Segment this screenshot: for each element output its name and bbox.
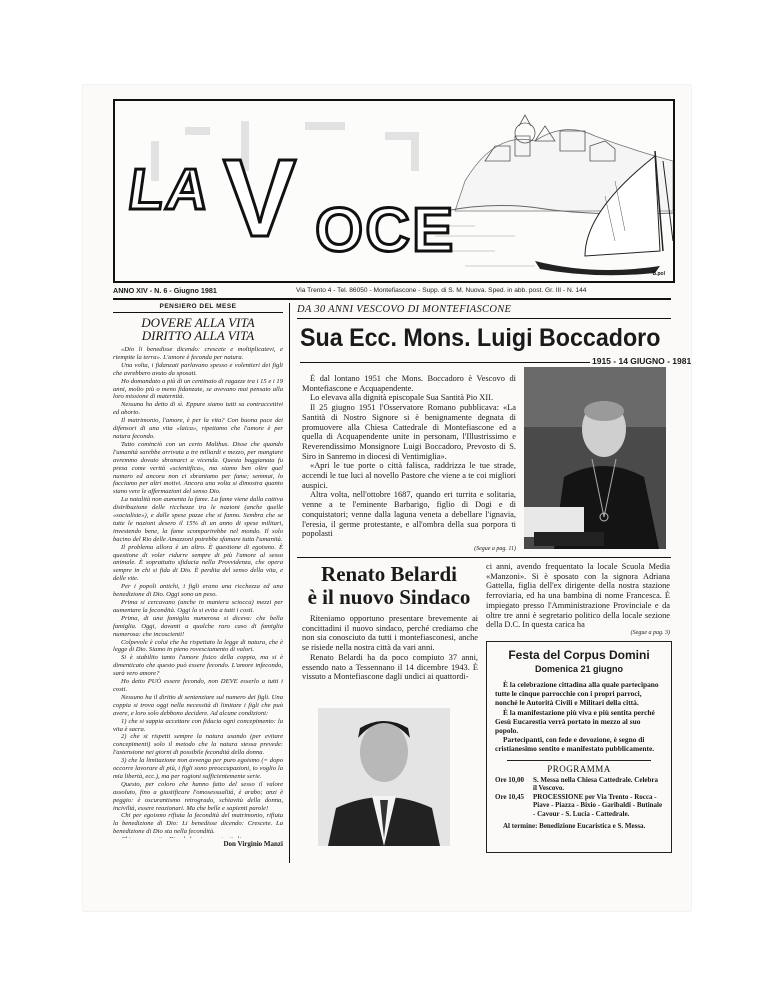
sindaco-headline: Renato Belardi è il nuovo Sindaco	[307, 562, 471, 609]
masthead-la: LA	[124, 157, 215, 222]
masthead-oce: OCE	[315, 196, 456, 265]
masthead	[113, 99, 675, 283]
programma-closing: Al termine: Benedizione Eucaristica e S. Messa.	[503, 821, 646, 830]
vescovo-kicker: DA 30 ANNI VESCOVO DI MONTEFIASCONE	[297, 304, 512, 315]
corpus-domini-box	[486, 641, 672, 853]
bishop-portrait	[524, 367, 666, 549]
corpus-body: È la celebrazione cittadina alla quale partecipano tutte le cinque parrocchie con i propri parroci, nonché le Autorità Civili e Militari della città. È la manifestazione più viva e più sentita perché Gesù Eucarestia verrà portato in mezzo al suo popolo. Partecipanti, con fede e devozione, è segno di cristianesimo sentito e manifestato pubblicamente.	[495, 680, 659, 754]
schedule-row: Ore 10,45 PROCESSIONE per Via Trento - Rocca - Piave - Piazza - Bixio - Garibaldi - Butinale - Cavour - S. Lucia - Cattedrale.	[495, 792, 663, 818]
vescovo-continue: (Segue a pag. 11)	[474, 546, 516, 552]
sindaco-continue: (Segue a pag. 3)	[630, 630, 670, 636]
programma-label: PROGRAMMA	[547, 763, 611, 774]
programma-schedule	[487, 774, 671, 831]
pensiero-author: Don Virginio Manzi	[223, 840, 283, 848]
header-rule	[113, 298, 671, 300]
vescovo-headline: Sua Ecc. Mons. Luigi Boccadoro	[300, 324, 661, 352]
corpus-title: Festa del Corpus Domini	[508, 648, 650, 662]
issue-info: ANNO XIV - N. 6 - Giugno 1981	[113, 286, 217, 295]
publisher-address: Via Trento 4 - Tel. 86050 - Montefiascone - Supp. di S. M. Nuova. Sped. in abb. post. Gr. III - N. 144	[296, 287, 587, 294]
masthead-signature: B.pol	[652, 271, 665, 277]
sindaco-body-col2: ci anni, avendo frequentato la locale Scuola Media «Manzoni». Si è sposato con la signora Adriana Gattella, figlia dell'ex dirigente della nostra stazione ferroviaria, ed ha una bambina di nome Francesca. È impiegato presso l'Amministrazione Provinciale e da oltre tre anni è segretario politico della locale sezione della D.C. In questa carica ha	[486, 562, 670, 630]
vescovo-body: È dal lontano 1951 che Mons. Boccadoro è Vescovo di Montefiascone e Acquapendente. Lo elevava alla dignità episcopale Sua Santità Pio XII. Il 25 giugno 1951 l'Osservatore Romano pubblicava: «La Santità di Nostro Signore si è benignamente degnata di promuovere alla Chiesa Cattedrale di Montefiascone ed a quella di Acquapendente unite in personam, l'Illustrissimo e Reverendissimo Monsignore Luigi Boccadoro, Prevosto di S. Siro in Sanremo in diocesi di Ventimiglia». «Apri le tue porte o città falisca, raddrizza le tue strade, accendi le tue luci al novello Pastore che viene a te coi migliori auspici. Altra volta, nell'ottobre 1687, quando eri turrita e solitaria, vennе a te l'eminente Barbarigo, figlio di Dogi e di conquistatori; venne dalla laguna veneta a debellare l'ignavia, l'eresia, il germe protestante, e all'ombra della sua porpora ti popolasti	[302, 374, 516, 539]
mayor-photo	[318, 708, 450, 846]
mayor-portrait	[318, 708, 450, 846]
pensiero-body: «Dio li benedisse dicendo: crescete e moltiplicatevi, e riempite la terra». L'amore è feconda per natura. Una volta, i fidanzati parlavano spesso e volentieri dei figli che avrebbero avuto da sposati. Ho domandato a più di un centinaio di ragazze tra i 15 e i 19 anni, molto più o meno fidanzate, se avevano mai pensato alla loro missione di maternità. Nessuna ha detto di sì. Eppure siamo tutti su contraccettivi ed aborto. Il matrimonio, l'amore, è per la vita? Con buona pace dei difensori di una vita «laica», ripetiamo che l'amore è per natura fecondo. Tutto cominciò con un certo Malthus. Disse che quando l'umanità sarebbe arrivata a tre miliardi e mezzo, per mangiare avremmo dovuto sbranarci a vicenda. Questa baggianata fu presa come verità «scientifica», ma siamo ben oltre quel numero ed ancora non ci sbraniamo per fame; semmai, lo facciamo per altri motivi. Ancora una volta si dimostra quanto siano vere le affermazioni del senso Dio. La natalità non aumenta la fame. La fame viene dalla cattiva distribuzione delle ricchezze tra le nazioni (anche quelle «socialiste»), e dalle spese pazze che si fanno. Sembra che se tutte le nazioni desero il 15% di un anno di spese militari, investendo bene, la fame scomparirebbe nel mondo. Il solo bacino del Rio delle Amazzoni potrebbe sfamare tutta l'umanità. Il problema allora è un altro. È questione di egoismo. È questione di voler ridurre sempre di più l'amore al sesso animale. È soprattutto sfiducia nella Provvidenza, che opera sempre in chi si fida di Dio. È perdita del senso della vita, e delle vite. Per i popoli antichi, i figli erano una ricchezza ed una benedizione di Dio. Oggi sono un peso. Prima si cercavano (anche in maniera sciocca) mezzi per aumentare la fecondità. Oggi la si evita a tutti i costi. Prima, di una famiglia numerosa si diceva: che bella famiglia. Oggi, davanti a qualche raro caso di famiglia numerosa: che incoscienti! Colpevole è colui che ha rispettato la legge di natura, che è legge di Dio. Siamo in pieno rovesciamento di valori. Si è stabilito tanto l'amore fisico della coppia, ma si è dimenticato che questo può essere fecondo. L'amore infecondo, sarà vero amore? Ho detto PUÒ essere fecondo, non DEVE esserlo a tutti i costi. Nessuno ha il diritto di sentenziare sul numero dei figli. Una coppia si trova oggi nella necessità di limitare i figli che può avere, e loro solo debbono decidere. Ad alcune condizioni: 1) che si sappia accettare con fiducia ogni concepimento: la vita è sacra. 2) che si rispetti sempre la natura usando (per evitare concepimenti) solo il metodo che la natura stessa prevede: l'astensione nei giorni di possibile fecondità della donna. 3) che la limitazione non avvenga per puro egoismo (= dopo occorre lavorare di più, i figli sono preoccupazioni, io voglio la mia libertà, ecc.), ma per ragioni sufficientemente serie. Questo, per coloro che hanno fatto del sesso il valore assoluto, fino a giustificare l'omosessualità, è arabo; anzi è peggio: è oscurantismo retrogrado, schiavitù della donna, inciviltà, essere reazionari. Ma che belle e sapienti parole! Chi per egoismo rifiuta la fecondità del matrimonio, rifiuta la benedizione di Dio: Li benedisse dicendo: Crescete. La benedizione di Dio sta nella fecondità.	[113, 346, 283, 836]
pensiero-kicker: PENSIERO DEL MESE	[159, 303, 237, 310]
pensiero-title-2: DIRITTO ALLA VITA	[141, 328, 255, 343]
vescovo-dates: 1915 - 14 GIUGNO - 1981	[592, 356, 692, 366]
corpus-subtitle: Domenica 21 giugno	[534, 664, 623, 674]
masthead-v: V	[223, 137, 299, 260]
sindaco-body: Riteniamo opportuno presentare brevemente ai concittadini il nuovo sindaco, perché crediamo che non sia conosciuto da tutti i montefiasconesi, anche se risiede nella nostra città da vari anni. Renato Belardi ha da poco compiuto 37 anni, essendo nato a Tessennano il 14 dicembre 1943. È vissuto a Montefiascone dagli undici ai quattordi-	[302, 614, 478, 682]
schedule-row: Ore 10,00 S. Messa nella Chiesa Cattedrale. Celebra il Vescovo.	[495, 775, 659, 793]
bishop-photo	[524, 367, 666, 549]
pensiero-title-1: DOVERE ALLA VITA	[141, 315, 255, 330]
